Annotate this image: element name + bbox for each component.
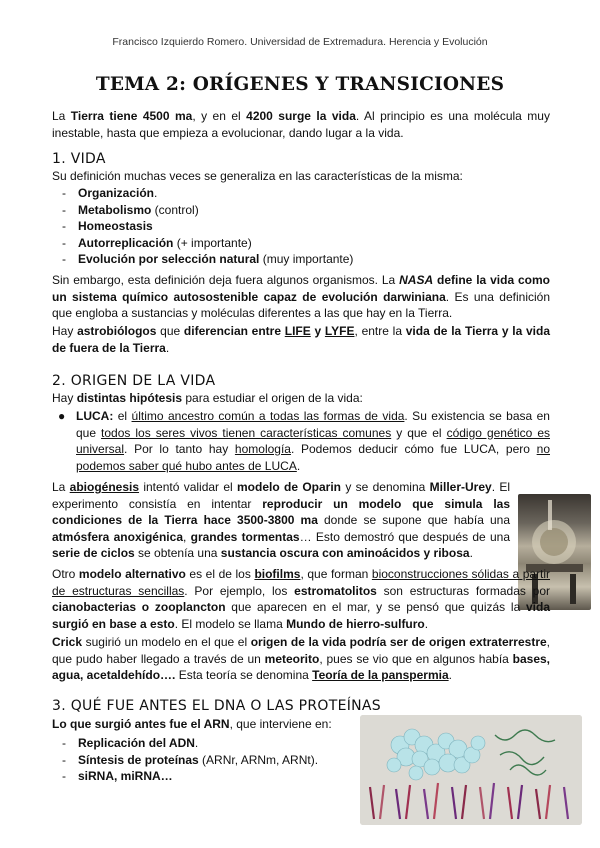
bullet-dot: ● bbox=[58, 409, 66, 423]
section-2-lead: Hay distintas hipótesis para estudiar el origen de la vida: bbox=[52, 391, 363, 405]
molecular-structure-illustration bbox=[360, 715, 582, 825]
list-item: - Replicación del ADN. bbox=[52, 735, 352, 752]
abiogenesis-paragraph: La abiogénesis intentó validar el modelo de Oparin y se denomina Miller-Urey. El experimento consistía en intentar reproducir un modelo que simula las condiciones de la Tierra hace 3500-3800 ma donde se supone que había una atmósfera anoxigénica, grandes tormentas… Esto demostró que después de una serie de ciclos se obtenía una sustancia oscura con aminoácidos y ribosa. bbox=[52, 480, 511, 560]
list-item: - siRNA, miRNA… bbox=[52, 768, 352, 785]
list-item: - Homeostasis bbox=[52, 218, 550, 235]
section-3-lead: Lo que surgió antes fue el ARN, que interviene en: bbox=[52, 717, 332, 731]
life-characteristics-list bbox=[52, 185, 550, 268]
rna-functions-list bbox=[52, 735, 352, 785]
intro-paragraph: La Tierra tiene 4500 ma, y en el 4200 surge la vida. Al principio es una molécula muy inestable, hasta que empieza a evolucionar, dando lugar a la vida. bbox=[52, 109, 550, 140]
rna-protein-structure-image bbox=[360, 715, 582, 825]
biofilms-paragraph: Otro modelo alternativo es el de los biofilms, que forman bioconstrucciones sólidas a partir de estructuras sencillas. Por ejemplo, los estromatolitos son estructuras formadas por cianobacterias o zooplancton que aparecen en el mar, y se pensó que quizás la vida surgió en base a esto. El modelo se llama Mundo de hierro-sulfuro. bbox=[52, 567, 551, 631]
luca-bullet: ● LUCA: el último ancestro común a todas las formas de vida. Su existencia se basa en que todos los seres vivos tienen características comunes y que el código genético es universal. Por lo tanto hay homología. Podemos deducir cómo fue LUCA, pero no podemos saber qué hubo antes de LUCA. bbox=[58, 409, 550, 473]
list-item: - Síntesis de proteínas (ARNr, ARNm, ARNt). bbox=[52, 752, 352, 769]
panspermia-paragraph: Crick sugirió un modelo en el que el origen de la vida podría ser de origen extraterrestre, que pudo haber llegado a través de un meteorito, pues se vio que en algunos había bases, agua, acetaldehído…. Esta teoría se denomina Teoría de la panspermia. bbox=[52, 635, 551, 682]
section-1-heading: 1. VIDA bbox=[52, 151, 106, 167]
astrobiology-paragraph: Hay astrobiólogos que diferencian entre LIFE y LYFE, entre la vida de la Tierra y la vida de fuera de la Tierra. bbox=[52, 324, 550, 355]
page-header: Francisco Izquierdo Romero. Universidad de Extremadura. Herencia y Evolución bbox=[112, 36, 488, 48]
page-title: TEMA 2: ORÍGENES Y TRANSICIONES bbox=[95, 74, 505, 95]
section-2-heading: 2. ORIGEN DE LA VIDA bbox=[52, 373, 216, 389]
section-1-lead: Su definición muchas veces se generaliza en las características de la misma: bbox=[52, 169, 463, 183]
list-item: - Organización. bbox=[52, 185, 550, 202]
list-item: - Metabolismo (control) bbox=[52, 202, 550, 219]
list-item: - Evolución por selección natural (muy importante) bbox=[52, 251, 550, 268]
nasa-paragraph: Sin embargo, esta definición deja fuera algunos organismos. La NASA define la vida como un sistema químico autosostenible capaz de evolución darwiniana. Es una definición que engloba a sustancias y moléculas diferentes a las que hay en la Tierra. bbox=[52, 273, 550, 320]
section-3-heading: 3. QUÉ FUE ANTES EL DNA O LAS PROTEÍNAS bbox=[52, 698, 381, 714]
list-item: - Autorreplicación (+ importante) bbox=[52, 235, 550, 252]
